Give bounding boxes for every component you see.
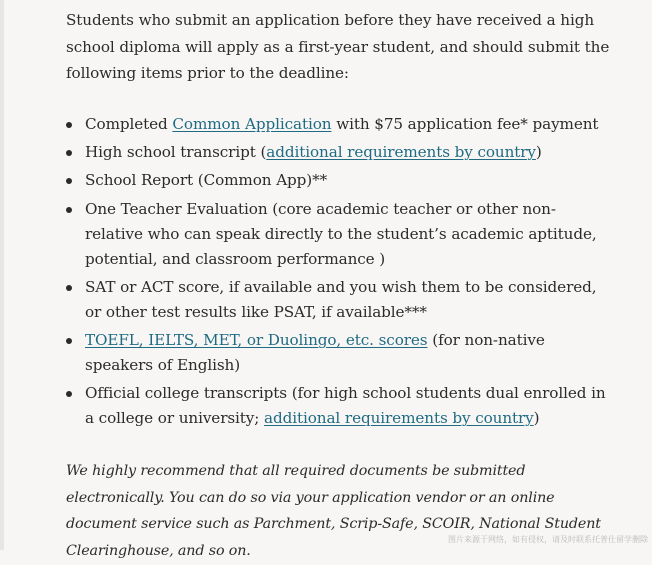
list-item xyxy=(66,168,606,193)
list-item xyxy=(66,275,606,325)
bullet-icon xyxy=(66,391,72,397)
list-item xyxy=(66,197,606,272)
bullet-icon xyxy=(66,122,72,128)
item-text: (for non-native speakers of English) xyxy=(85,330,545,374)
watermark-text: 图片来源于网络，如有侵权，请及时联系托普仕留学删除 xyxy=(448,535,648,544)
additional-requirements-link[interactable]: additional requirements by country xyxy=(264,409,534,428)
list-item xyxy=(66,140,606,165)
bullet-icon xyxy=(66,285,72,291)
additional-requirements-link[interactable]: additional requirements by country xyxy=(266,143,536,162)
bullet-icon xyxy=(66,178,72,184)
item-text: with $75 application fee* payment xyxy=(331,115,599,133)
item-text: SAT or ACT score, if available and you wish them to be considered, or other test results like PSAT, if available*** xyxy=(85,277,597,321)
bullet-icon xyxy=(66,338,72,344)
common-application-link[interactable]: Common Application xyxy=(172,115,332,133)
list-item xyxy=(66,328,606,378)
item-text: High school transcript ( xyxy=(85,143,267,162)
item-text: Completed xyxy=(85,115,173,133)
electronic-submission-note: We highly recommend that all required documents be submitted electronically. You can do so via your application vendor or an online document service such as Parchment, Scrip-Safe, SCOIR, National Student Clearinghouse, and so on. xyxy=(66,463,601,560)
item-text: Official college transcripts (for high school students dual enrolled in a college or university; xyxy=(85,384,606,428)
bullet-icon xyxy=(66,150,72,156)
item-text: One Teacher Evaluation (core academic teacher or other non-relative who can speak directly to the student’s academic aptitude, potential, and classroom performance ) xyxy=(85,199,597,268)
english-tests-link[interactable]: TOEFL, IELTS, MET, or Duolingo, etc. scores xyxy=(85,330,428,349)
item-text: ) xyxy=(533,409,540,428)
requirements-list xyxy=(66,112,606,434)
bullet-icon xyxy=(66,207,72,213)
left-divider xyxy=(0,0,4,550)
item-text: School Report (Common App)** xyxy=(85,171,328,190)
item-text: ) xyxy=(535,143,542,162)
list-item xyxy=(66,381,606,431)
intro-paragraph: Students who submit an application before they have received a high school diploma will apply as a first-year student, and should submit the following items prior to the deadline: xyxy=(66,11,610,82)
list-item xyxy=(66,112,606,137)
